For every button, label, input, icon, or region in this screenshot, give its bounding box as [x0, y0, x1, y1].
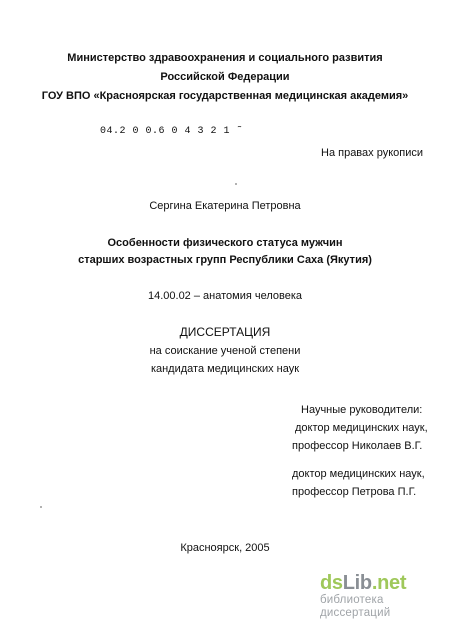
scan-speck	[40, 506, 42, 508]
supervisor-2-degree: доктор медицинских наук,	[292, 468, 425, 480]
manuscript-rights: На правах рукописи	[321, 147, 423, 159]
watermark-subtitle: библиотека диссертаций	[320, 594, 391, 619]
academy-line: ГОУ ВПО «Красноярская государственная медицинская академия»	[41, 90, 409, 102]
watermark-logo-net: .net	[371, 572, 407, 594]
supervisor-1-name: профессор Николаев В.Г.	[292, 440, 423, 452]
watermark-logo-ds: ds	[320, 572, 343, 594]
degree-line-1: на соискание ученой степени	[149, 345, 301, 357]
author-name: Сергина Екатерина Петровна	[149, 200, 301, 212]
ministry-line: Министерство здравоохранения и социального развития	[67, 52, 383, 64]
watermark-logo	[320, 572, 440, 594]
dslib-watermark	[320, 572, 440, 620]
watermark-logo-lib: Lib	[342, 572, 372, 594]
supervisor-1-degree: доктор медицинских наук,	[295, 422, 428, 434]
place-year: Красноярск, 2005	[180, 542, 270, 554]
dissertation-heading: ДИССЕРТАЦИЯ	[179, 325, 271, 339]
supervisor-2-name: профессор Петрова П.Г.	[292, 486, 417, 498]
supervisors-heading: Научные руководители:	[301, 404, 423, 416]
specialty: 14.00.02 – анатомия человека	[147, 290, 303, 302]
title-line-2: старших возрастных групп Республики Саха (Якутия)	[78, 254, 372, 266]
title-line-1: Особенности физического статуса мужчин	[107, 237, 343, 249]
country-line: Российской Федерации	[160, 71, 290, 83]
degree-line-2: кандидата медицинских наук	[150, 363, 300, 375]
scan-speck	[235, 183, 237, 185]
archive-number: 04.2 0 0.6 0 4 3 2 1 ˜	[100, 126, 244, 137]
